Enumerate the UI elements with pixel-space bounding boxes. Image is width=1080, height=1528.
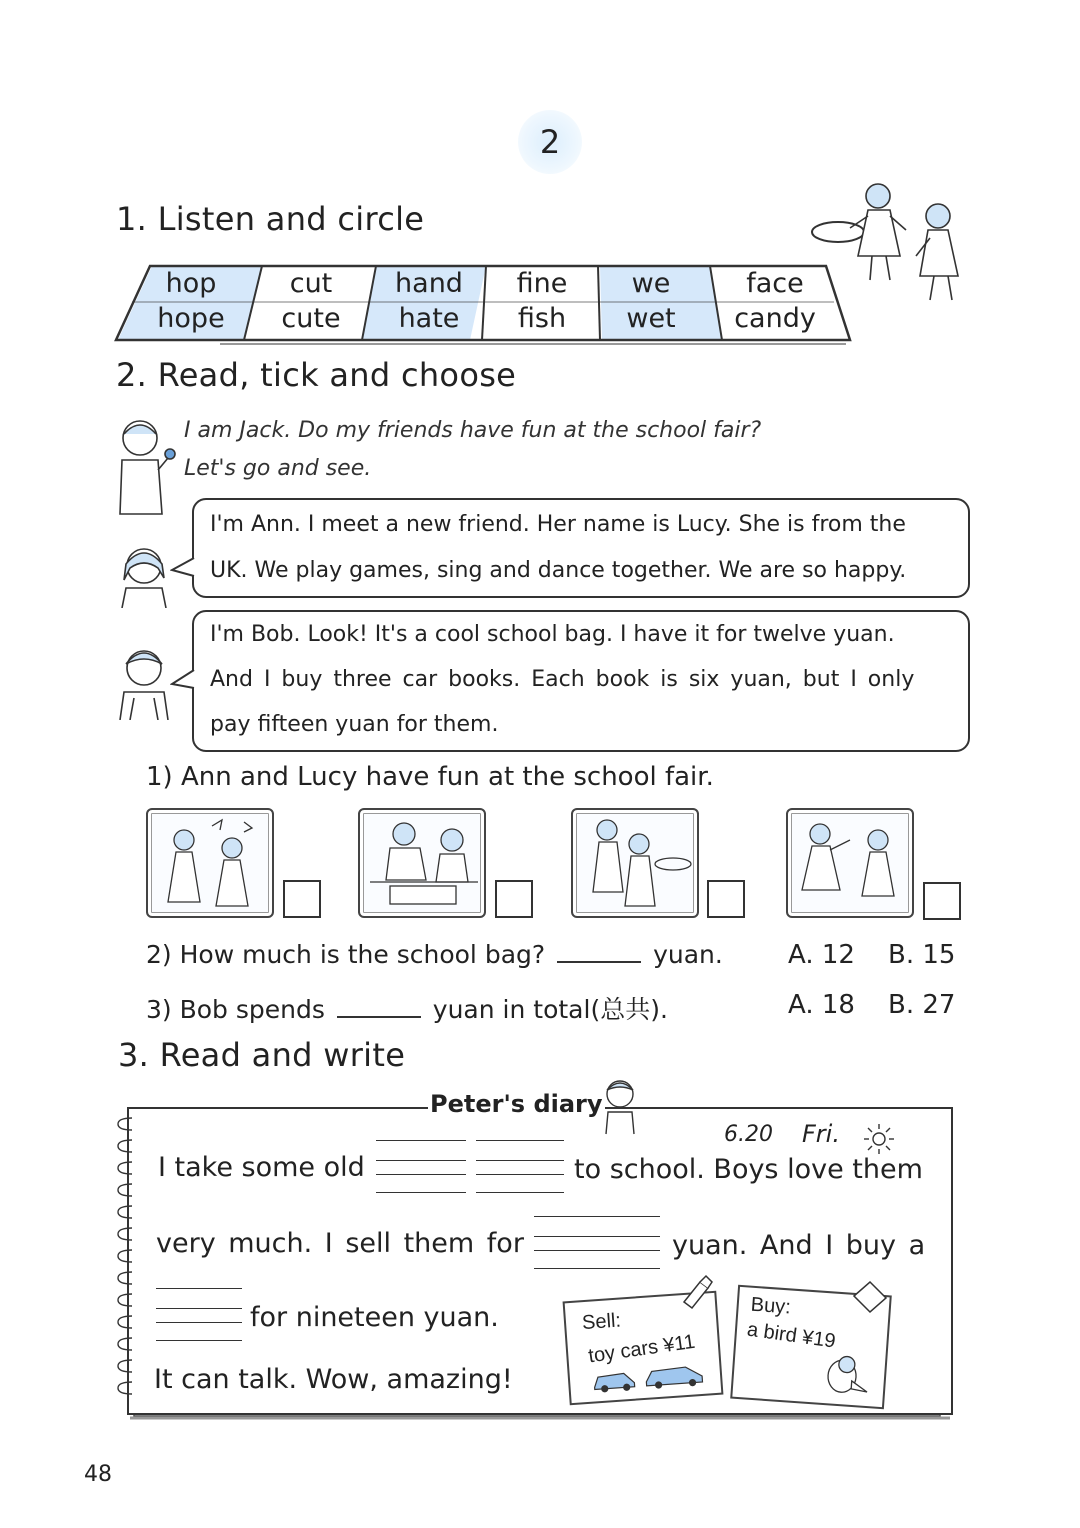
diary-title: Peter's diary	[430, 1090, 603, 1118]
bob-line2: And I buy three car books. Each book is six yuan, but I only	[210, 667, 915, 692]
buy-note-label: Buy:	[750, 1293, 792, 1319]
word-hand[interactable]: hand	[395, 268, 463, 299]
bob-bubble-tail	[170, 668, 196, 692]
sell-note-item: toy cars ¥11	[587, 1330, 697, 1368]
word-hate[interactable]: hate	[398, 303, 460, 334]
peter-avatar	[600, 1076, 640, 1136]
word-hope[interactable]: hope	[157, 303, 225, 334]
question-3-text: 3) Bob spends	[146, 995, 325, 1024]
diary-weekday: Fri.	[802, 1120, 840, 1148]
tick-box-3[interactable]	[707, 880, 745, 918]
question-3-unit: yuan in total(总共).	[432, 995, 668, 1024]
tick-box-4[interactable]	[923, 882, 961, 920]
bob-avatar	[114, 640, 176, 720]
question-3-option-b[interactable]: B. 27	[888, 990, 956, 1020]
picture-3-hoop	[571, 808, 699, 918]
ann-line2: UK. We play games, sing and dance together. We are so happy.	[210, 558, 907, 583]
bird-icon	[821, 1349, 876, 1401]
word-hop[interactable]: hop	[165, 268, 217, 299]
question-3	[146, 990, 668, 1026]
diary-date: 6.20	[724, 1122, 773, 1147]
diary-line4: It can talk. Wow, amazing!	[154, 1364, 513, 1395]
jack-avatar	[112, 414, 178, 518]
page-number: 48	[84, 1462, 112, 1487]
diary-blank-3[interactable]	[534, 1214, 660, 1270]
picture-1-singing	[146, 808, 274, 918]
diary-blank-1[interactable]	[376, 1138, 466, 1194]
question-2-option-a[interactable]: A. 12	[788, 940, 855, 970]
bob-line3: pay fifteen yuan for them.	[210, 712, 499, 737]
diary-line1-end: to school. Boys love them	[574, 1154, 923, 1185]
section1-title: 1. Listen and circle	[116, 200, 425, 238]
diary-line3: for nineteen yuan.	[250, 1302, 499, 1333]
section3-title: 3. Read and write	[118, 1036, 406, 1074]
diary-line2-end: yuan. And I buy a	[672, 1230, 926, 1261]
picture-4-dancing	[786, 808, 914, 918]
bob-line1: I'm Bob. Look! It's a cool school bag. I have it for twelve yuan.	[210, 622, 895, 647]
section2-title: 2. Read, tick and choose	[116, 356, 517, 394]
diary-blank-4[interactable]	[156, 1286, 242, 1342]
question-3-blank[interactable]	[337, 1016, 421, 1018]
jack-line1: I am Jack. Do my friends have fun at the school fair?	[184, 418, 762, 443]
word-fish[interactable]: fish	[517, 303, 567, 334]
diary-line2-start: very much. I sell them for	[156, 1228, 524, 1259]
diary-blank-2[interactable]	[476, 1138, 564, 1194]
ann-line1: I'm Ann. I meet a new friend. Her name is Lucy. She is from the	[210, 512, 906, 537]
word-we[interactable]: we	[631, 268, 671, 299]
question-2	[146, 940, 723, 969]
buy-note-item: a bird ¥19	[745, 1318, 837, 1353]
question-2-blank[interactable]	[557, 961, 641, 963]
word-candy[interactable]: candy	[734, 303, 816, 334]
question-2-option-b[interactable]: B. 15	[888, 940, 956, 970]
tick-box-1[interactable]	[283, 880, 321, 918]
tape-icon	[850, 1278, 890, 1318]
word-cut[interactable]: cut	[289, 268, 333, 299]
diary-line1-start: I take some old	[158, 1152, 365, 1183]
word-wet[interactable]: wet	[626, 303, 676, 334]
sell-note-label: Sell:	[581, 1309, 622, 1335]
unit-badge	[518, 110, 582, 174]
question-2-unit: yuan.	[653, 940, 723, 969]
pin-icon	[676, 1272, 716, 1312]
word-fine[interactable]: fine	[516, 268, 568, 299]
question-1: 1) Ann and Lucy have fun at the school fair.	[146, 762, 714, 792]
word-cute[interactable]: cute	[281, 303, 341, 334]
ann-bubble-tail	[170, 556, 196, 580]
word-face[interactable]: face	[746, 268, 804, 299]
sun-icon	[862, 1122, 896, 1156]
ann-avatar	[112, 538, 178, 608]
question-3-option-a[interactable]: A. 18	[788, 990, 855, 1020]
unit-number: 2	[539, 123, 561, 161]
jack-line2: Let's go and see.	[184, 456, 372, 481]
tick-box-2[interactable]	[495, 880, 533, 918]
picture-2-drawing	[358, 808, 486, 918]
question-2-text: 2) How much is the school bag?	[146, 940, 546, 969]
